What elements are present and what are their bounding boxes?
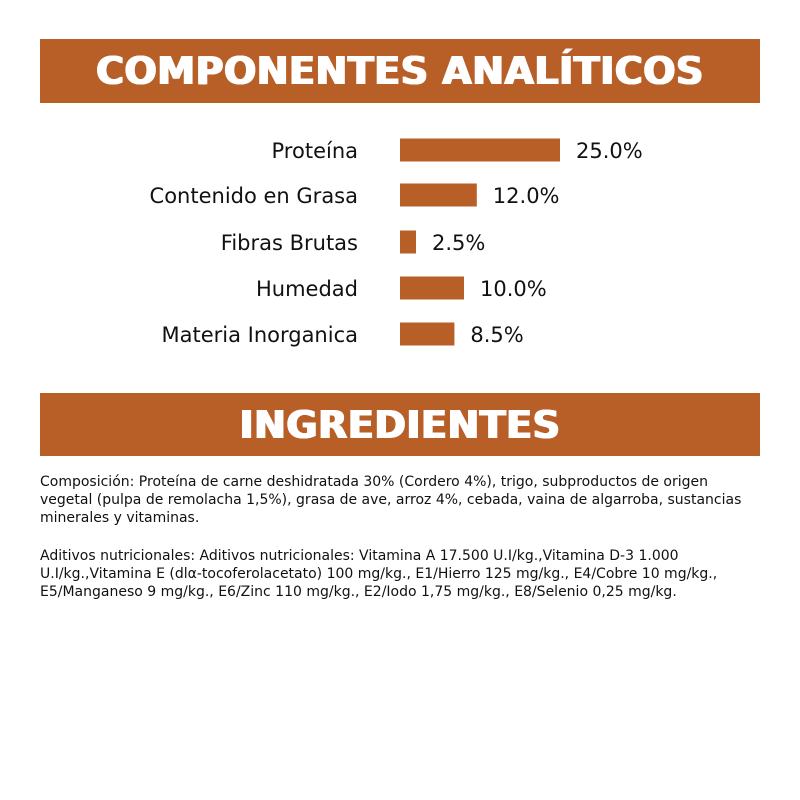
analytics-banner	[40, 39, 760, 103]
nutrient-bar-chart	[0, 120, 800, 370]
value-label: 12.0%	[492, 184, 560, 208]
bar	[400, 323, 454, 346]
value-label: 25.0%	[576, 139, 643, 163]
value-label: 8.5%	[470, 323, 524, 347]
analytics-title: COMPONENTES ANALÍTICOS	[96, 49, 704, 93]
bar	[400, 139, 560, 162]
bar	[400, 231, 416, 254]
bar	[400, 184, 477, 207]
composition-text: Composición: Proteína de carne deshidratada 30% (Cordero 4%), trigo, subproductos de origen vegetal (pulpa de remolacha 1,5%), grasa de ave, arroz 4%, cebada, vaina de algarroba, sustancias minerales y vitaminas.	[40, 474, 742, 526]
category-label: Humedad	[255, 277, 358, 301]
ingredients-banner	[40, 393, 760, 456]
bar	[400, 277, 464, 300]
category-label: Proteína	[271, 139, 358, 163]
value-label: 2.5%	[432, 231, 486, 255]
category-label: Materia Inorganica	[161, 323, 358, 347]
ingredients-title: INGREDIENTES	[239, 402, 561, 447]
value-label: 10.0%	[480, 277, 547, 301]
category-label: Fibras Brutas	[220, 231, 358, 255]
additives-text: Aditivos nutricionales: Aditivos nutricionales: Vitamina A 17.500 U.I/kg.,Vitamina D-3 1.000 U.I/kg.,Vitamina E (dlα-tocoferolacetato) 100 mg/kg., E1/Hierro 125 mg/kg., E4/Cobre 10 mg/kg., E5/Manganeso 9 mg/kg., E6/Zinc 110 mg/kg., E2/Iodo 1,75 mg/kg., E8/Selenio 0,25 mg/kg.	[40, 548, 718, 600]
category-label: Contenido en Grasa	[149, 184, 358, 208]
